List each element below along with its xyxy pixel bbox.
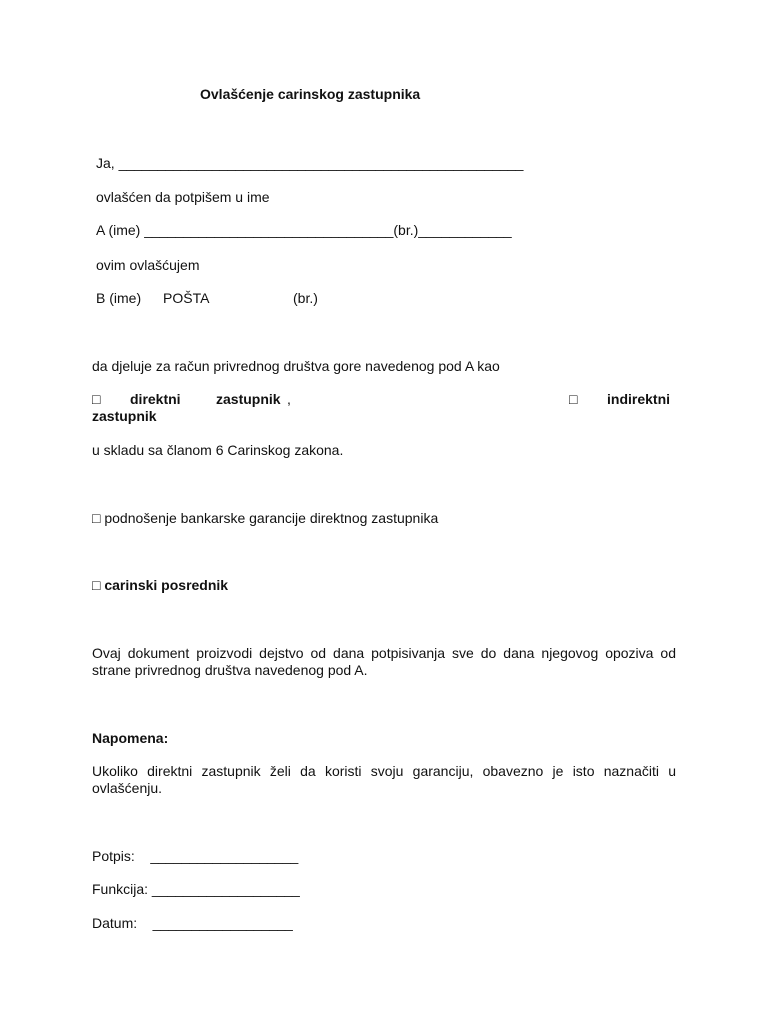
ja-field: Ja, ____________________________________________________: [96, 155, 524, 171]
direktni-checkbox[interactable]: □: [92, 391, 101, 407]
zastupnik-label-2: zastupnik: [92, 408, 157, 424]
ovlascen-text: ovlašćen da potpišem u ime: [96, 189, 270, 205]
b-br-label: (br.): [293, 290, 318, 306]
ovaj-dokument-paragraph: Ovaj dokument proizvodi dejstvo od dana potpisivanja sve do dana njegovog opoziva od strane privrednog društva navedenog pod A.: [92, 645, 676, 678]
indirektni-label: indirektni: [607, 391, 671, 407]
indirektni-checkbox[interactable]: □: [569, 391, 578, 407]
document-title: Ovlašćenje carinskog zastupnika: [200, 86, 421, 102]
carinski-label: carinski posrednik: [104, 577, 229, 593]
direktni-label: direktni: [130, 391, 181, 407]
funkcija-field: Funkcija: ___________________: [92, 881, 300, 897]
ovim-ovlascujem-text: ovim ovlašćujem: [96, 257, 200, 273]
napomena-heading: Napomena:: [92, 730, 169, 746]
da-djeluje-text: da djeluje za račun privrednog društva gore navedenog pod A kao: [92, 358, 500, 374]
napomena-paragraph: Ukoliko direktni zastupnik želi da koristi svoju garanciju, obavezno je isto naznačiti u ovlašćenju.: [92, 763, 676, 796]
b-ime-label: B (ime): [96, 290, 142, 306]
a-ime-field: A (ime) ________________________________(br.)____________: [96, 222, 512, 238]
carinski-checkbox[interactable]: □: [92, 577, 101, 593]
podnosenje-option[interactable]: □ podnošenje bankarske garancije direktnog zastupnika: [92, 510, 439, 526]
datum-field: Datum: __________________: [92, 915, 293, 931]
zastupnik-label-1: zastupnik: [216, 391, 281, 407]
option-comma: ,: [287, 391, 291, 407]
representation-options: [92, 391, 676, 425]
b-posta-value: POŠTA: [163, 290, 210, 306]
carinski-option[interactable]: [92, 577, 228, 594]
potpis-field: Potpis: ___________________: [92, 848, 299, 864]
u-skladu-text: u skladu sa članom 6 Carinskog zakona.: [92, 442, 344, 458]
